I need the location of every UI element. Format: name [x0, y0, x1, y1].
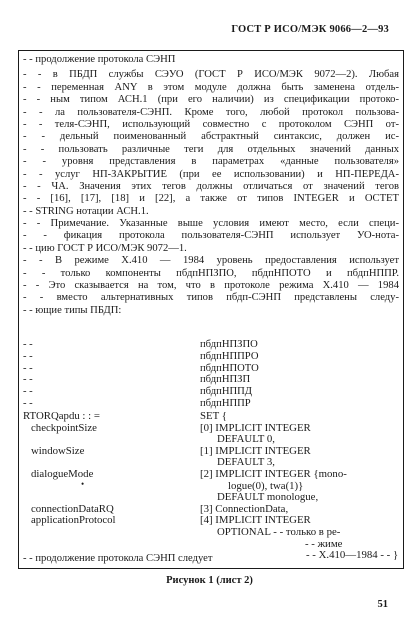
comment-line: - - вместо альтернативных типов пбдп-СЭНП представлены следу-: [23, 292, 399, 304]
type-name: RTORQapdu : : =: [23, 410, 100, 422]
comment-line: - - ла пользователя-СЭНП. Кроме того, любой протокол пользова-: [23, 106, 399, 118]
comment-line: - - В режиме Х.410 — 1984 уровень предоставления использует: [23, 255, 399, 267]
note-line: - - фикация протокола пользователя-СЭНП использует УО-нота-: [23, 230, 399, 242]
field-type: [3] ConnectionData,: [200, 502, 289, 515]
comment-line: - - только компоненты пбдпНПЗПО, пбдпНПОТО и пбдпНППР.: [23, 267, 399, 279]
figure-caption: Рисунок 1 (лист 2): [166, 575, 253, 586]
document-header: ГОСТ Р ИСО/МЭК 9066—2—93: [231, 24, 389, 35]
field-name: checkpointSize: [31, 421, 97, 434]
pdu-type-name: пбдпНПОТО: [200, 362, 259, 374]
comment-line: - - переменная ANY в этом модуле должна быть заменена отдель-: [23, 81, 399, 93]
comment-line: - - [16], [17], [18] и [22], а также от типов INTEGER и OCTET: [23, 193, 399, 205]
pdu-type-name: пбдпНППР: [200, 397, 251, 409]
field-type-cont: logue(0), twa(1)}: [228, 479, 304, 492]
pdu-type-name: пбдпНПЗП: [200, 374, 251, 386]
pdu-type-name: пбдпНППД: [200, 386, 253, 398]
asn1-definition: [23, 411, 399, 562]
field-type: [4] IMPLICIT INTEGER: [200, 514, 311, 527]
comment-line: - - услуг НП-ЗАКРЫТИЕ (при ее использовании) и НП-ПЕРЕДА-: [23, 168, 399, 180]
comment-line: - - продолжение протокола СЭНП: [23, 54, 176, 65]
pdu-row: - - пбдпНПЗП: [23, 374, 251, 386]
set-open: SET {: [200, 410, 227, 422]
field-type: [0] IMPLICIT INTEGER: [200, 421, 311, 434]
comment-line: - - ющие типы ПБДП:: [23, 304, 122, 316]
field-type: [1] IMPLICIT INTEGER: [200, 444, 311, 457]
comment-line: - - дельный поименованный абстрактный синтаксис, должен ис-: [23, 131, 399, 143]
comment-block: [23, 54, 399, 317]
field-name: windowSize: [31, 444, 85, 457]
pdu-row: - - пбдпНППРО: [23, 350, 259, 362]
comment-line: - - пользовать различные теги для отдельных значений данных: [23, 143, 399, 155]
comment-line: - - теля-СЭНП, использующий совместно с протоколом СЭНП от-: [23, 118, 399, 130]
field-comment: - - жиме: [305, 537, 343, 550]
comment-line: - - уровня представления в параметрах «данные пользователя»: [23, 156, 399, 168]
comment-line: - - ным типом АСН.1 (при его наличии) из спецификации протоко-: [23, 94, 399, 106]
pdu-type-list: [23, 339, 399, 410]
field-comment: - - X.410—1984 - - }: [306, 549, 399, 562]
field-default: DEFAULT 0,: [217, 433, 275, 446]
comment-line: - - Это сказывается на том, что в протоколе режима Х.410 — 1984: [23, 280, 399, 292]
ink-mark: •: [81, 478, 85, 489]
comment-line: - - в ПБДП службы СЭУО (ГОСТ Р ИСО/МЭК 9072—2). Любая: [23, 69, 399, 81]
field-default: DEFAULT 3,: [217, 456, 275, 469]
field-name: connectionDataRQ: [31, 502, 114, 515]
pdu-row: - - пбдпНППР: [23, 397, 251, 409]
field-name: applicationProtocol: [31, 514, 116, 527]
note-line: - - Примечание. Указанные выше условия имеют место, если специ-: [23, 218, 399, 230]
pdu-row: - - пбдпНПОТО: [23, 362, 259, 374]
field-type: [2] IMPLICIT INTEGER {mono-: [200, 467, 347, 480]
field-default: DEFAULT monologue,: [217, 491, 319, 504]
field-name: dialogueMode: [31, 467, 94, 480]
pdu-type-name: пбдпНППРО: [200, 350, 259, 362]
pdu-row: - - пбдпНППД: [23, 386, 253, 398]
pdu-type-name: пбдпНПЗПО: [200, 339, 258, 350]
comment-line: - - ЧА. Значения этих тегов должны отличаться от значений тегов: [23, 180, 399, 192]
field-optional: OPTIONAL - - только в ре-: [217, 525, 341, 538]
pdu-row: - - пбдпНПЗПО: [23, 339, 258, 350]
page-number: 51: [377, 599, 388, 610]
continuation-line: - - продолжение протокола СЭНП следует: [23, 553, 213, 564]
note-line: - - цию ГОСТ Р ИСО/МЭК 9072—1.: [23, 242, 187, 254]
comment-line: - - STRING нотации АСН.1.: [23, 205, 149, 217]
